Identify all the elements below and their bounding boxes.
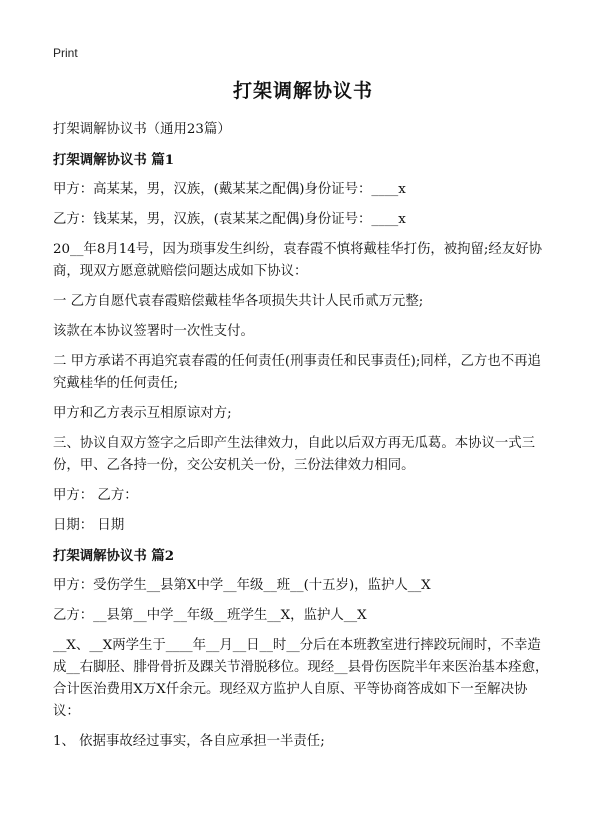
document-subtitle: 打架调解协议书（通用23篇）	[53, 122, 231, 137]
paragraph: 甲方：高某某，男，汉族，(戴某某之配偶)身份证号：____x	[53, 182, 406, 197]
section-heading-2: 打架调解协议书 篇2	[53, 548, 175, 564]
paragraph: 乙方：钱某某，男，汉族，(袁某某之配偶)身份证号：____x	[53, 212, 406, 227]
paragraph: 日期： 日期	[53, 518, 125, 533]
section-heading-1: 打架调解协议书 篇1	[53, 152, 175, 168]
print-link[interactable]: Print	[53, 46, 78, 60]
paragraph: 甲方和乙方表示互相原谅对方;	[53, 406, 232, 421]
paragraph: 该款在本协议签署时一次性支付。	[53, 324, 254, 339]
paragraph: 甲方： 乙方：	[53, 488, 138, 503]
paragraph: 甲方：受伤学生__县第X中学__年级__班__(十五岁)，监护人__X	[53, 578, 431, 593]
paragraph: 二 甲方承诺不再追究袁春霞的任何责任(刑事责任和民事责任);同样，乙方也不再追究戴桂华的任何责任;	[53, 354, 541, 391]
paragraph: 20__年8月14号，因为琐事发生纠纷，袁春霞不慎将戴桂华打伤，被拘留;经友好协商，现双方愿意就赔偿问题达成如下协议：	[53, 242, 542, 279]
paragraph: 1、 依据事故经过事实，各自应承担一半责任;	[53, 734, 325, 749]
document-body	[53, 78, 553, 761]
document-title: 打架调解协议书	[232, 80, 373, 102]
paragraph: 一 乙方自愿代袁春霞赔偿戴桂华各项损失共计人民币贰万元整;	[53, 294, 424, 309]
paragraph: __X、__X两学生于____年__月__日__时__分后在本班教室进行摔跤玩闹时，不幸造成__右脚胫、腓骨骨折及踝关节滑脱移位。现经__县骨伤医院半年来医治基本痊愈，合计医治费用X万X仟余元。现经双方监护人自原、平等协商答成如下一至解决协议：	[53, 638, 549, 719]
paragraph: 三、协议自双方签字之后即产生法律效力，自此以后双方再无瓜葛。本协议一式三份，甲、乙各持一份，交公安机关一份，三份法律效力相同。	[53, 436, 536, 473]
paragraph: 乙方：__县第__中学__年级__班学生__X，监护人__X	[53, 608, 367, 623]
